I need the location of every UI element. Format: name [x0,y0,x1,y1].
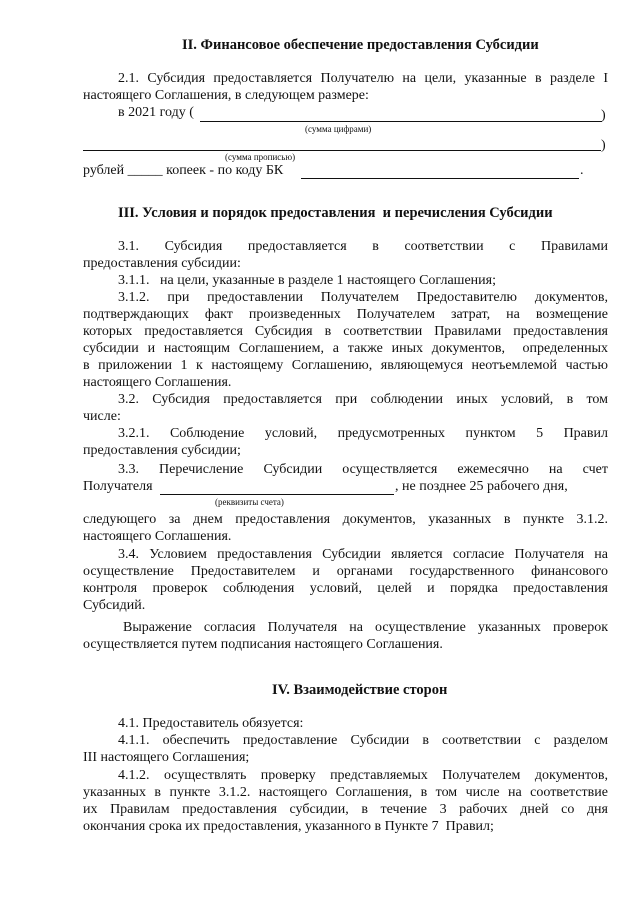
paragraph-line: 4.1. Предоставитель обязуется: [118,716,304,731]
paragraph-line: III настоящего Соглашения; [83,750,250,765]
paragraph-line: 4.1.2. осуществлять проверку представляемых Получателем документов, [118,768,608,783]
paragraph-line: , не позднее 25 рабочего дня, [395,479,568,494]
paragraph-line: субсидии и настоящим Соглашением, а также иных документов, определенных [83,341,608,356]
paragraph-line: в приложении 1 к настоящему Соглашению, являющемуся неотъемлемой частью [83,358,608,373]
paragraph-line: настоящего Соглашения. [83,529,232,544]
paragraph-line: настоящего Соглашения. [83,375,232,390]
hint-account: (реквизиты счета) [215,497,284,507]
paragraph-line: 2.1. Субсидия предоставляется Получателю на цели, указанные в разделе I [118,71,608,86]
paragraph-line: подтверждающих факт произведенных Получателем затрат, на возмещение [83,307,608,322]
paragraph-line: 3.2.1. Соблюдение условий, предусмотренных пунктом 5 Правил [118,426,608,441]
paragraph-line: 3.2. Субсидия предоставляется при соблюдении иных условий, в том [118,392,608,407]
paragraph-line: предоставления субсидии: [83,256,241,271]
paragraph-line: 3.1. Субсидия предоставляется в соответствии с Правилами [118,239,608,254]
paragraph-line: 3.1.1. на цели, указанные в разделе 1 настоящего Соглашения; [118,273,496,288]
paragraph-line: 4.1.1. обеспечить предоставление Субсидии в соответствии с разделом [118,733,608,748]
section-3-heading: III. Условия и порядок предоставления и перечисления Субсидии [118,205,553,221]
paragraph-line: контроля проверок соблюдения условий, целей и порядка предоставления [83,581,608,596]
year-label: в 2021 году ( [118,105,194,120]
paragraph-line: Получателя [83,479,153,494]
amount-digits-line [200,121,602,122]
hint-words: (сумма прописью) [225,152,296,162]
paragraph-line: 3.4. Условием предоставления Субсидии является согласие Получателя на [118,547,608,562]
amount-words-line [83,150,601,151]
paragraph-line: Выражение согласия Получателя на осуществление указанных проверок [123,620,608,635]
section-4-heading: IV. Взаимодействие сторон [272,682,448,698]
paragraph-line: настоящего Соглашения, в следующем размере: [83,88,369,103]
paragraph-line: 3.3. Перечисление Субсидии осуществляется ежемесячно на счет [118,462,608,477]
paragraph-line: Субсидий. [83,598,146,613]
paragraph-line: их Правилам предоставления субсидии, в течение 3 рабочих дней со дня [83,802,608,817]
hint-digits: (сумма цифрами) [305,124,372,134]
paragraph-line: следующего за днем предоставления документов, указанных в пункте 3.1.2. [83,512,608,527]
dot: . [580,163,584,178]
account-line [160,494,394,495]
close-paren: ) [601,138,606,153]
close-paren: ) [601,108,606,123]
paragraph-line: указанных в пункте 3.1.2. настоящего Соглашения, в том числе на соответствие [83,785,608,800]
rub-kop-line: рублей _____ копеек - по коду БК [83,163,284,178]
section-2-heading: II. Финансовое обеспечение предоставления Субсидии [182,37,539,53]
paragraph-line: числе: [83,409,121,424]
paragraph-line: осуществляется путем подписания настоящего Соглашения. [83,637,443,652]
paragraph-line: которых предоставляется Субсидия в соответствии Правилами предоставления [83,324,608,339]
paragraph-line: окончания срока их предоставления, указанного в Пункте 7 Правил; [83,819,494,834]
paragraph-line: предоставления субсидии; [83,443,241,458]
paragraph-line: 3.1.2. при предоставлении Получателем Предоставителю документов, [118,290,608,305]
bk-code-line [301,178,579,179]
paragraph-line: осуществление Предоставителем и органами государственного финансового [83,564,608,579]
